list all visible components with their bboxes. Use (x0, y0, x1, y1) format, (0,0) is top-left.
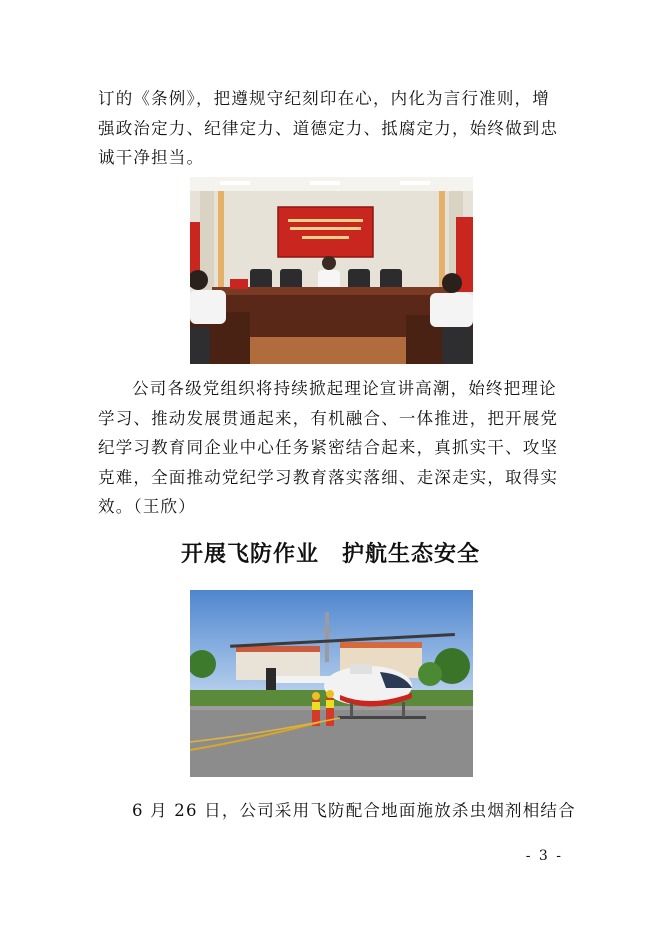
paragraph-line: 克难，全面推动党纪学习教育落实落细、走深走实，取得实 (98, 467, 559, 487)
paragraph-line: 学习、推动发展贯通起来，有机融合、一体推进，把开展党 (98, 408, 559, 428)
meeting-photo (190, 177, 473, 364)
section-heading: 开展飞防作业 护航生态安全 (180, 542, 480, 567)
paragraph-2 (98, 374, 566, 522)
paragraph-line: 公司各级党组织将持续掀起理论宣讲高潮，始终把理论 (132, 379, 557, 398)
paragraph-line: 效。（王欣） (98, 497, 196, 516)
paragraph-3 (98, 796, 576, 826)
page-number: - 3 - (525, 848, 563, 864)
paragraph-line: 6 月 26 日，公司采用飞防配合地面施放杀虫烟剂相结合 (132, 801, 576, 820)
paragraph-line: 诚干净担当。 (98, 148, 205, 167)
paragraph-line: 订的《条例》，把遵规守纪刻印在心，内化为言行准则，增 (98, 89, 550, 108)
helicopter-photo (190, 590, 473, 777)
paragraph-line: 强政治定力、纪律定力、道德定力、抵腐定力，始终做到忠 (98, 118, 559, 138)
paragraph-line: 纪学习教育同企业中心任务紧密结合起来，真抓实干、攻坚 (98, 438, 559, 457)
paragraph-1 (98, 84, 566, 173)
